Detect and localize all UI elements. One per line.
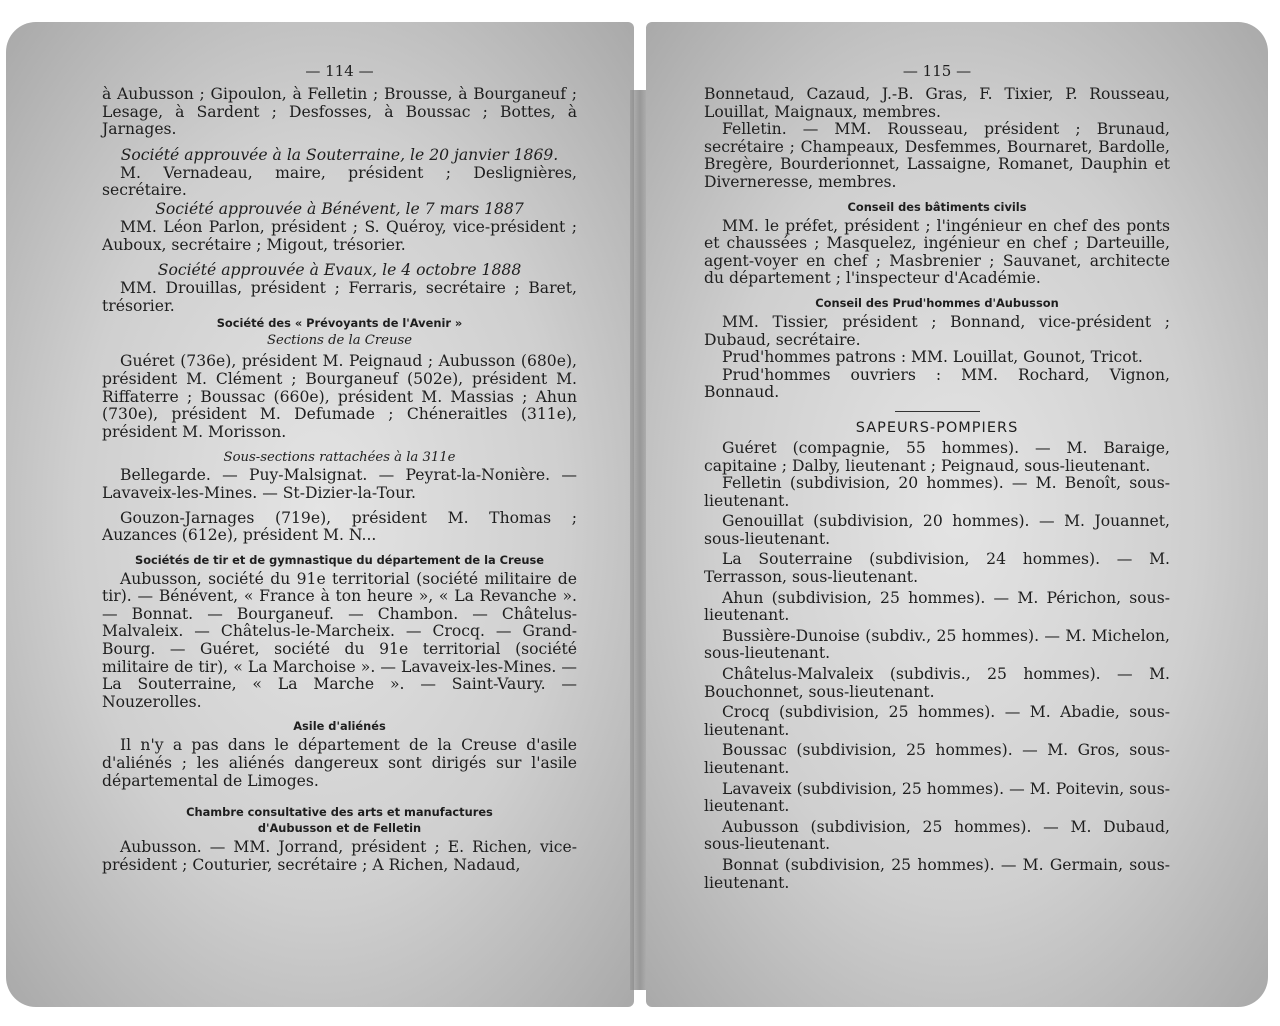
paragraph: M. Vernadeau, maire, président ; Deslignières, secrétaire.: [102, 163, 577, 200]
spacer: [102, 139, 577, 146]
section-rule: [895, 411, 980, 412]
spacer: [704, 288, 1170, 295]
paragraph: Ahun (subdivision, 25 hommes). — M. Périchon, sous-lieutenant.: [704, 588, 1170, 625]
paragraph: Crocq (subdivision, 25 hommes). — M. Abadie, sous-lieutenant.: [704, 703, 1170, 739]
paragraph: Châtelus-Malvaleix (subdivis., 25 hommes). — M. Bouchonnet, sous-lieutenant.: [704, 665, 1170, 701]
section-heading: Sociétés de tir et de gymnastique du département de la Creuse: [135, 552, 544, 567]
paragraph: Guéret (736e), président M. Peignaud ; Aubusson (680e), président M. Clément ; Bourganeuf (502e), président M. Riffaterre ; Boussac (660e), président M. Massias ; Ahun (730e), président M. Defumade ; Chéneraitles (311e), président M. Morisson.: [102, 352, 577, 441]
section-heading: Société des « Prévoyants de l'Avenir »: [216, 316, 463, 331]
section-heading: d'Aubusson et de Felletin: [257, 821, 422, 836]
spacer: [102, 254, 577, 261]
paragraph: Bonnetaud, Cazaud, J.-B. Gras, F. Tixier, P. Rousseau, Louillat, Maignaux, membres.: [704, 85, 1170, 121]
paragraph: Aubusson. — MM. Jorrand, président ; E. Richen, vice-président ; Couturier, secrétaire ; A Richen, Nadaud,: [102, 838, 577, 874]
page-number: — 114 —: [305, 62, 374, 80]
italic-subheading: Sections de la Creuse: [266, 333, 413, 349]
paragraph: Bussière-Dunoise (subdiv., 25 hommes). — M. Michelon, sous-lieutenant.: [704, 626, 1170, 663]
italic-subheading: Sous-sections rattachées à la 311e: [223, 450, 456, 466]
paragraph: Gouzon-Jarnages (719e), président M. Thomas ; Auzances (612e), président M. N...: [102, 508, 577, 545]
paragraph: La Souterraine (subdivision, 24 hommes). — M. Terrasson, sous-lieutenant.: [704, 550, 1170, 587]
section-heading: Conseil des bâtiments civils: [847, 199, 1027, 214]
right-page-text: [704, 62, 1170, 892]
italic-heading: Société approuvée à Evaux, le 4 octobre 1888: [157, 261, 522, 280]
paragraph: MM. Tissier, président ; Bonnand, vice-président ; Dubaud, secrétaire.: [704, 312, 1170, 349]
paragraph: Aubusson, société du 91e territorial (société militaire de tir). — Bénévent, « France à ton heure », « La Revanche ». — Bonnat. — Bourganeuf. — Chambon. — Châtelus-Malvaleix. — Châtelus-le-Marcheix. — Crocq. — Grand-Bourg. — Guéret, société du 91e territorial (société militaire de tir), « La Marchoise ». — Lavaveix-les-Mines. — La Souterraine, « La Marche ». — Saint-Vaury. — Nouzerolles.: [102, 569, 577, 711]
spacer: [102, 441, 577, 448]
paragraph: MM. Léon Parlon, président ; S. Quéroy, vice-président ; Auboux, secrétaire ; Migout, trésorier.: [102, 217, 577, 254]
italic-heading: Société approuvée à la Souterraine, le 20 janvier 1869.: [120, 145, 559, 164]
spacer: [704, 192, 1170, 199]
paragraph: Prud'hommes ouvriers : MM. Rochard, Vignon, Bonnaud.: [704, 365, 1170, 402]
paragraph: Guéret (compagnie, 55 hommes). — M. Baraige, capitaine ; Dalby, lieutenant ; Peignaud, sous-lieutenant.: [704, 438, 1170, 475]
section-heading: Conseil des Prud'hommes d'Aubusson: [815, 295, 1059, 310]
left-page-text: [102, 62, 577, 874]
spacer: [102, 545, 577, 552]
paragraph: Genouillat (subdivision, 20 hommes). — M. Jouannet, sous-lieutenant.: [704, 512, 1170, 548]
paragraph: Bellegarde. — Puy-Malsignat. — Peyrat-la-Nonière. — Lavaveix-les-Mines. — St-Dizier-la-Tour.: [102, 466, 577, 502]
spacer: [102, 790, 577, 797]
paragraph: à Aubusson ; Gipoulon, à Felletin ; Brousse, à Bourganeuf ; Lesage, à Sardent ; Desfosses, à Boussac ; Bottes, à Jarnages.: [102, 85, 577, 139]
page-number: — 115 —: [902, 62, 972, 80]
section-heading: Asile d'aliénés: [293, 719, 386, 734]
spacer: [102, 797, 577, 804]
spacer: [102, 711, 577, 718]
paragraph: Aubusson (subdivision, 25 hommes). — M. Dubaud, sous-lieutenant.: [704, 817, 1170, 854]
paragraph: MM. le préfet, président ; l'ingénieur en chef des ponts et chaussées ; Masquelez, ingénieur en chef ; Darteuille, agent-voyer en chef ; Masbrenier ; Sauvanet, architecte du département ; l'inspecteur d'Académie.: [704, 216, 1170, 288]
paragraph: MM. Drouillas, président ; Ferraris, secrétaire ; Baret, trésorier.: [102, 279, 577, 315]
major-heading: SAPEURS-POMPIERS: [855, 419, 1019, 436]
italic-heading: Société approuvée à Bénévent, le 7 mars 1887: [155, 199, 524, 218]
paragraph: Felletin. — MM. Rousseau, président ; Brunaud, secrétaire ; Champeaux, Desfemmes, Bournaret, Bardolle, Bregère, Bourderionnet, Lassaigne, Romanet, Dauphin et Diverneresse, membres.: [704, 120, 1170, 191]
paragraph: Boussac (subdivision, 25 hommes). — M. Gros, sous-lieutenant.: [704, 741, 1170, 777]
paragraph: Lavaveix (subdivision, 25 hommes). — M. Poitevin, sous-lieutenant.: [704, 779, 1170, 816]
section-heading: Chambre consultative des arts et manufactures: [186, 805, 493, 820]
paragraph: Prud'hommes patrons : MM. Louillat, Gounot, Tricot.: [722, 348, 1143, 367]
left-page: [6, 22, 634, 1007]
paragraph: Felletin (subdivision, 20 hommes). — M. Benoît, sous-lieutenant.: [704, 474, 1170, 510]
paragraph: Il n'y a pas dans le département de la Creuse d'asile d'aliénés ; les aliénés dangereux sont dirigés sur l'asile départemental de Limoges.: [102, 736, 577, 790]
paragraph: Bonnat (subdivision, 25 hommes). — M. Germain, sous-lieutenant.: [704, 855, 1170, 892]
right-page: [646, 22, 1268, 1007]
